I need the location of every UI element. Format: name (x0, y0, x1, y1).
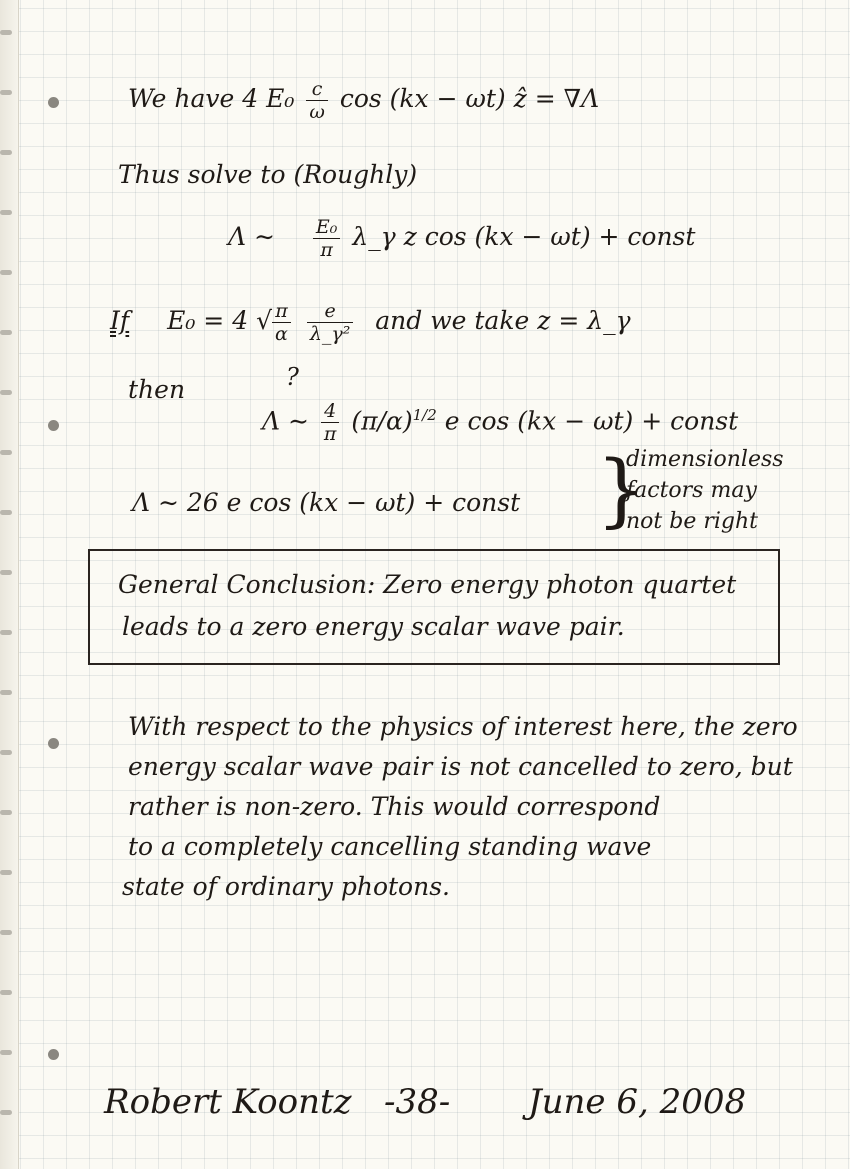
spiral-ring (0, 870, 12, 875)
fraction-denominator: α (275, 323, 288, 345)
equation-line-6: Λ ∼ 26 e cos (kx − ωt) + const (132, 488, 521, 517)
conclusion-line: General Conclusion: Zero energy photon quartet (118, 570, 737, 599)
fraction-e0-over-pi (313, 216, 341, 261)
paragraph-line: state of ordinary photons. (122, 872, 450, 901)
paragraph-line: to a completely cancelling standing wave (128, 832, 652, 861)
spiral-ring (0, 810, 12, 815)
fraction-numerator: E₀ (313, 216, 341, 239)
line3-expression: λ_γ z cos (kx − ωt) + const (352, 222, 696, 251)
line5-paren: (π/α) (351, 406, 413, 436)
fraction-e-over-lambda (307, 300, 354, 345)
question-mark: ? (286, 363, 299, 391)
author-signature: Robert Koontz (104, 1082, 352, 1122)
line1-prefix: We have 4 E₀ (128, 84, 295, 113)
line5-exponent: 1/2 (412, 406, 437, 424)
spiral-ring (0, 150, 12, 155)
spiral-ring (0, 270, 12, 275)
spiral-ring (0, 510, 12, 515)
line4-eq: E₀ = 4 (167, 306, 249, 335)
fraction-numerator: c (306, 78, 328, 101)
conclusion-box (88, 549, 780, 665)
punch-hole (48, 420, 59, 431)
spiral-ring (0, 990, 12, 995)
sqrt-icon: √ (256, 306, 273, 335)
fraction-denominator: ω (309, 101, 325, 123)
spiral-ring (0, 30, 12, 35)
then-label: then (128, 375, 186, 404)
fraction-denominator: π (323, 423, 337, 446)
spiral-ring (0, 330, 12, 335)
page-number: -38- (384, 1082, 451, 1122)
spiral-ring (0, 690, 12, 695)
side-note-line: not be right (626, 509, 758, 534)
line5-expression: e cos (kx − ωt) + const (444, 406, 739, 436)
punch-hole (48, 97, 59, 108)
brace-icon: } (596, 443, 647, 536)
side-note (626, 444, 784, 537)
spiral-ring (0, 90, 12, 95)
if-label: If (110, 306, 130, 335)
line4-rest: and we take z = λ_γ (375, 306, 631, 335)
paragraph-line: With respect to the physics of interest here, the zero (128, 712, 798, 741)
spiral-ring (0, 210, 12, 215)
spiral-ring (0, 630, 12, 635)
equation-line-1 (128, 78, 599, 123)
spiral-ring (0, 390, 12, 395)
fraction-4-over-pi (321, 400, 340, 445)
punch-hole (48, 1049, 59, 1060)
paragraph-line: energy scalar wave pair is not cancelled to zero, but (128, 752, 793, 781)
fraction-denominator: λ_γ² (309, 323, 351, 345)
fraction-pi-over-alpha (272, 300, 291, 345)
punch-hole (48, 738, 59, 749)
fraction-c-over-omega (306, 78, 328, 123)
line3-lhs: Λ ∼ (228, 222, 275, 251)
equation-line-5 (262, 400, 738, 445)
equation-line-3 (228, 216, 695, 261)
line1-expression: cos (kx − ωt) ẑ = ∇Λ (339, 84, 600, 113)
fraction-numerator: π (272, 300, 291, 323)
spiral-ring (0, 1110, 12, 1115)
fraction-numerator: 4 (321, 400, 340, 423)
side-note-line: dimensionless (626, 447, 784, 472)
fraction-numerator: e (307, 300, 354, 323)
fraction-denominator: π (320, 239, 333, 261)
page-date: June 6, 2008 (528, 1082, 747, 1122)
spiral-ring (0, 750, 12, 755)
conclusion-line: leads to a zero energy scalar wave pair. (122, 612, 625, 641)
paragraph-line: rather is non-zero. This would correspond (128, 792, 661, 821)
line-solve-roughly: Thus solve to (Roughly) (118, 160, 418, 189)
side-note-line: factors may (626, 478, 757, 503)
spiral-ring (0, 570, 12, 575)
spiral-ring (0, 450, 12, 455)
equation-line-4 (110, 300, 631, 345)
spiral-ring (0, 1050, 12, 1055)
line5-lhs: Λ ∼ (262, 406, 309, 436)
spiral-ring (0, 930, 12, 935)
